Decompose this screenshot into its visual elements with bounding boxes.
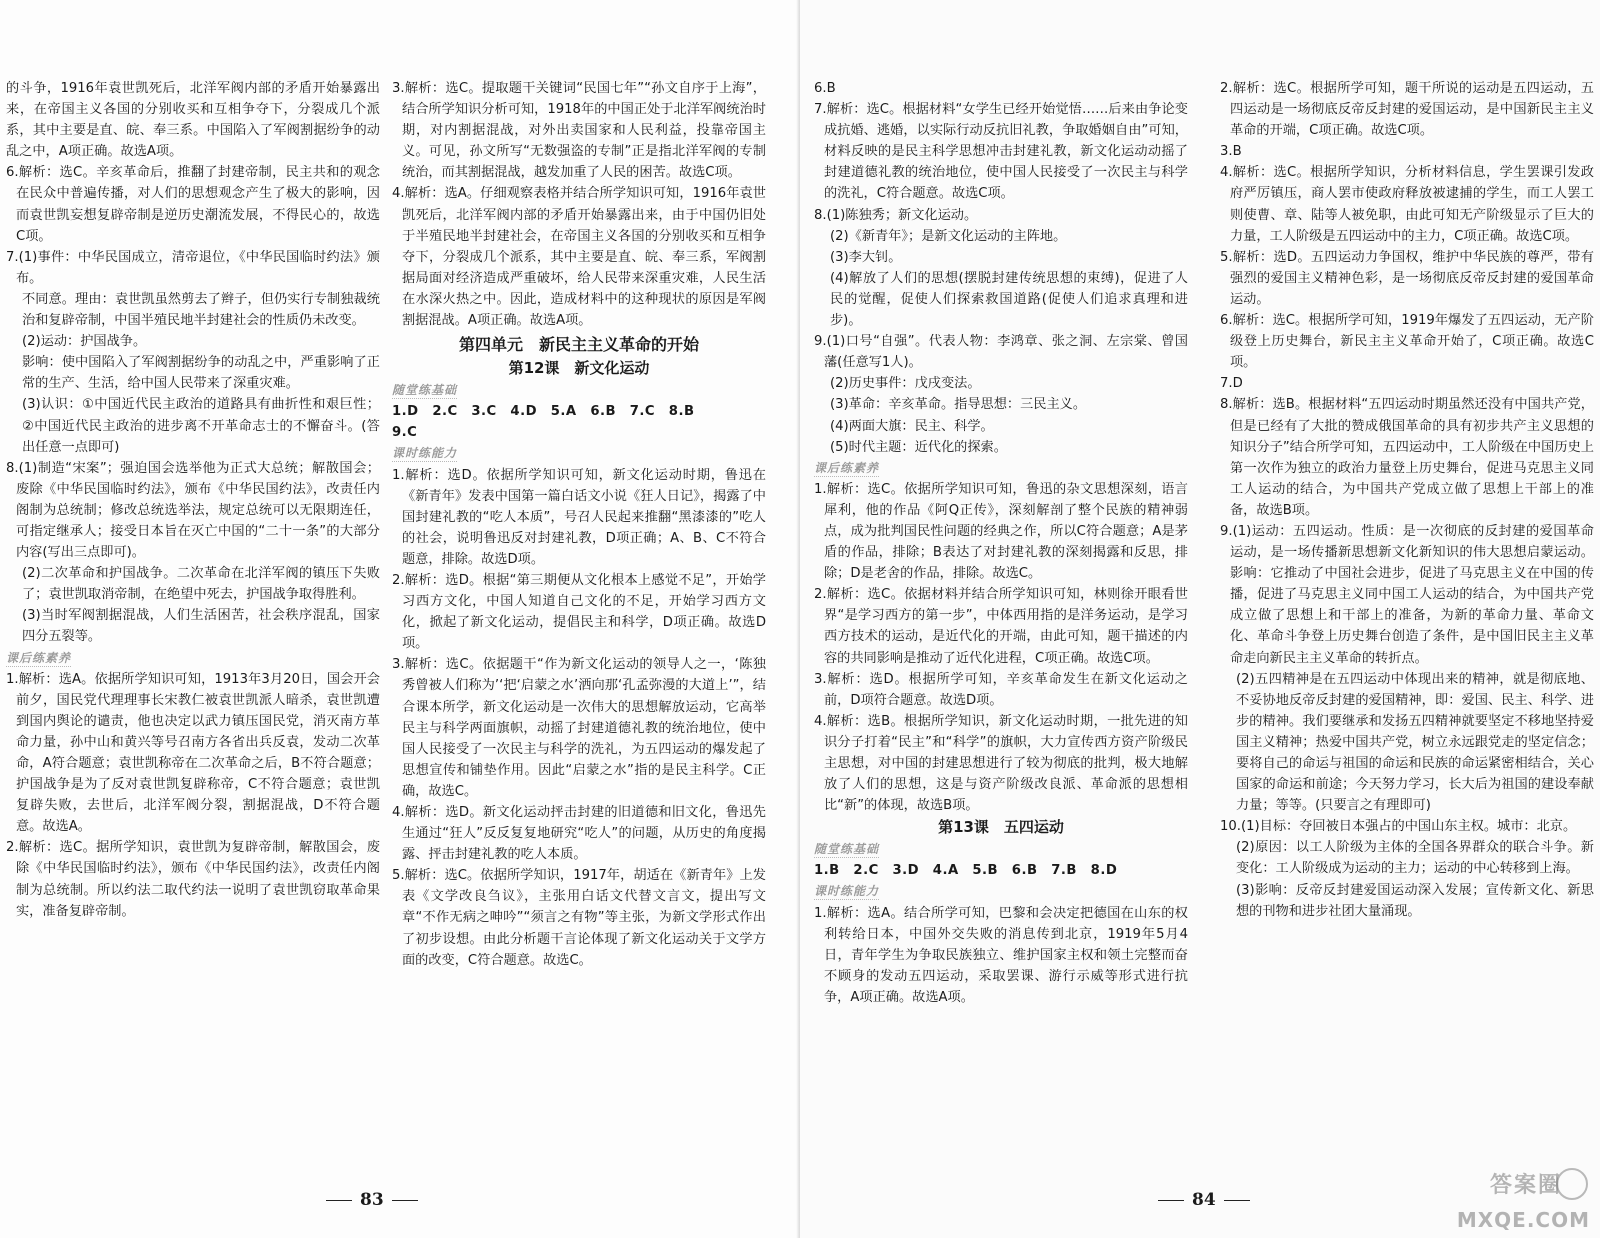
paragraph: 10.(1)目标：夺回被日本强占的中国山东主权。城市：北京。 [1220, 819, 1577, 835]
paragraph: 1.解析：选A。依据所学知识可知，1913年3月20日，国会开会前夕，国民党代理理事长宋教仁被袁世凯派人暗杀，袁世凯遭到国内舆论的谴责，他也决定以武力镇压国民党，消灭南方革命力量，孙中山和黄兴等号召南方各省出兵反袁，发动二次革命，A符合题意；袁世凯称帝在二次革命之后，B不符合题意；护国战争是为了反对袁世凯复辟称帝，C不符合题意；袁世凯复辟失败，去世后，北洋军阀分裂，割据混战，D不符合题意。故选A。 [6, 671, 380, 835]
watermark-logo [1440, 1168, 1590, 1232]
column-2 [392, 78, 766, 971]
right-page [800, 0, 1600, 1238]
paragraph: 的斗争，1916年袁世凯死后，北洋军阀内部的矛盾开始暴露出来，在帝国主义各国的分别收买和互相争夺下，分裂成几个派系，其中主要是直、皖、奉三系。中国陷入了军阀割据纷争的动乱之中，A项正确。故选A项。 [6, 81, 380, 160]
paragraph: (3)当时军阀割据混战，人们生活困苦，社会秩序混乱，国家四分五裂等。 [22, 608, 380, 645]
paragraph: 影响：使中国陷入了军阀割据纷争的动乱之中，严重影响了正常的生产、生活，给中国人民带来了深重灾难。 [22, 355, 380, 392]
paragraph: 7.(1)事件：中华民国成立，清帝退位，《中华民国临时约法》颁布。 [6, 249, 380, 286]
unit-title: 第四单元 新民主主义革命的开始 [458, 335, 699, 355]
section-tag-basic: 随堂练基础 [392, 383, 458, 398]
paragraph: (3)革命：辛亥革命。指导思想：三民主义。 [830, 397, 1087, 413]
section-tag-ability: 课时练能力 [814, 884, 880, 899]
paragraph: 2.解析：选C。依据材料并结合所学知识可知，林则徐开眼看世界“是学习西方的第一步”，中体西用指的是洋务运动，是学习西方技术的运动，是近代化的开端，由此可知，题干描述的内容的共同影响是推动了近代化进程，C项正确。故选C项。 [814, 587, 1188, 666]
paragraph: (4)解放了人们的思想(摆脱封建传统思想的束缚)，促进了人民的觉醒，促使人们探索救国道路(促使人们追求真理和进步)。 [830, 270, 1188, 329]
answer-row: 9.C [392, 425, 418, 441]
page-number: 83 [318, 1190, 426, 1210]
paragraph: 2.解析：选C。据所学知识，袁世凯为复辟帝制，解散国会，废除《中华民国临时约法》，颁布《中华民国约法》，改责任内阁制为总统制。所以约法二取代约法一说明了袁世凯窃取革命果实，准备复辟帝制。 [6, 840, 380, 919]
paragraph: (2)原因：以工人阶级为主体的全国各界群众的联合斗争。新变化：工人阶级成为运动的主力；运动的中心转移到上海。 [1236, 840, 1594, 877]
paragraph: 5.解析：选C。依据所学知识，1917年，胡适在《新青年》上发表《文学改良刍议》，主张用白话文代替文言文，提出写文章“不作无病之呻吟”“须言之有物”等主张，为新文学形式作出了初步设想。由此分析题干言论体现了新文化运动关于文学方面的改变，C符合题意。故选C。 [392, 868, 766, 968]
column-1 [6, 78, 380, 922]
answer-row: 1.D 2.C 3.C 4.D 5.A 6.B 7.C 8.B [392, 404, 695, 420]
paragraph: (3)影响：反帝反封建爱国运动深入发展；宣传新文化、新思想的刊物和进步社团大量涌现。 [1236, 882, 1594, 919]
paragraph: 1.解析：选D。依据所学知识可知，新文化运动时期，鲁迅在《新青年》发表中国第一篇白话文小说《狂人日记》，揭露了中国封建礼教的“吃人本质”，号召人民起来推翻“黑漆漆的”吃人的社会，说明鲁迅反对封建礼教，D项正确；A、B、C不符合题意，排除。故选D项。 [392, 467, 766, 567]
paragraph: (2)五四精神是在五四运动中体现出来的精神，就是彻底地、不妥协地反帝反封建的爱国精神，即：爱国、民主、科学、进步的精神。我们要继承和发扬五四精神就要坚定不移地坚持爱国主义精神；热爱中国共产党，树立永远跟党走的坚定信念；要将自己的命运与祖国的命运和民族的命运紧密相结合，关心国家的命运和前途；今天努力学习，长大后为祖国的建设奉献力量；等等。(只要言之有理即可) [1236, 671, 1594, 814]
column-4 [1220, 78, 1594, 922]
column-3 [814, 78, 1188, 1008]
paragraph: (2)二次革命和护国战争。二次革命在北洋军阀的镇压下失败了；袁世凯取消帝制，在绝望中死去，护国战争取得胜利。 [22, 566, 380, 603]
section-tag-basic: 随堂练基础 [814, 842, 880, 857]
section-tag-after-class: 课后练素养 [814, 460, 880, 475]
paragraph: 3.解析：选C。提取题干关键词“民国七年”“孙文自序于上海”，结合所学知识分析可知，1918年的中国正处于北洋军阀统治时期，对内割据混战，对外出卖国家和人民利益，投靠帝国主义。可见，孙文所写“无数强盗的专制”正是指北洋军阀的专制统治，而其割据混战，越发加重了人民的困苦。故选C项。 [392, 81, 766, 181]
paragraph: 8.(1)陈独秀；新文化运动。 [814, 207, 978, 223]
paragraph: 4.解析：选A。仔细观察表格并结合所学知识可知，1916年袁世凯死后，北洋军阀内部的矛盾开始暴露出来，由于中国仍旧处于半殖民地半封建社会，在帝国主义各国的分别收买和互相争夺下，分裂成几个派系，其中主要是直、皖、奉三系，军阀割据局面对经济造成严重破坏，给人民带来深重灾难，人民生活在水深火热之中。因此，造成材料中的这种现状的原因是军阀割据混战。A项正确。故选A项。 [392, 186, 766, 329]
paragraph: 2.解析：选C。根据所学可知，题干所说的运动是五四运动，五四运动是一场彻底反帝反封建的爱国运动，是中国新民主主义革命的开端，C项正确。故选C项。 [1220, 81, 1594, 139]
paragraph: 4.解析：选D。新文化运动抨击封建的旧道德和旧文化，鲁迅先生通过“狂人”反反复复地研究“吃人”的问题，从历史的角度揭露、抨击封建礼教的吃人本质。 [392, 805, 766, 863]
paragraph: 3.B [1220, 144, 1242, 160]
paragraph: 1.解析：选A。结合所学可知，巴黎和会决定把德国在山东的权利转给日本，中国外交失败的消息传到北京，1919年5月4日，青年学生为争取民族独立、维护国家主权和领土完整而奋不顾身的发动五四运动，采取罢课、游行示威等形式进行抗争，A项正确。故选A项。 [814, 905, 1188, 1005]
paragraph: 6.解析：选C。根据所学可知，1919年爆发了五四运动，无产阶级登上历史舞台，新民主主义革命开始了，C项正确。故选C项。 [1220, 313, 1594, 371]
answer-row: 1.B 2.C 3.D 4.A 5.B 6.B 7.B 8.D [814, 863, 1118, 879]
paragraph: (4)两面大旗：民主、科学。 [830, 418, 994, 434]
section-tag-ability: 课时练能力 [392, 446, 458, 461]
paragraph: 2.解析：选D。根据“第三期便从文化根本上感觉不足”，开始学习西方文化，中国人知道自己文化的不足，开始学习西方文化，掀起了新文化运动，提倡民主和科学，D项正确。故选D项。 [392, 572, 766, 652]
paragraph: (5)时代主题：近代化的探索。 [830, 439, 1007, 455]
paragraph: 不同意。理由：袁世凯虽然剪去了辫子，但仍实行专制独裁统治和复辟帝制，中国半殖民地半封建社会的性质仍未改变。 [22, 291, 380, 329]
watermark-text: 答案圈 [1489, 1173, 1562, 1198]
paragraph: 5.解析：选D。五四运动力争国权，维护中华民族的尊严，带有强烈的爱国主义精神色彩，是一场彻底反帝反封建的爱国革命运动。 [1220, 249, 1594, 307]
paragraph: 9.(1)运动：五四运动。性质：是一次彻底的反封建的爱国革命运动，是一场传播新思想新文化新知识的伟大思想启蒙运动。影响：它推动了中国社会进步，促进了马克思主义在中国的传播，促进了马克思主义同中国工人运动的结合，为中国共产党成立做了思想上和干部上的准备，为新的革命力量、革命文化、革命斗争登上历史舞台创造了条件，是中国旧民主主义革命走向新民主主义革命的转折点。 [1220, 523, 1594, 666]
watermark-url: MXQE.COM [1456, 1208, 1590, 1232]
paragraph: (3)认识：①中国近代民主政治的道路具有曲折性和艰巨性；②中国近代民主政治的进步离不开革命志士的不懈奋斗。(答出任意一点即可) [22, 397, 380, 455]
paragraph: (2)《新青年》；是新文化运动的主阵地。 [830, 228, 1067, 244]
paragraph: (2)历史事件：戊戌变法。 [830, 376, 981, 392]
paragraph: 4.解析：选C。根据所学知识，分析材料信息，学生罢课引发政府严厉镇压，商人罢市使政府释放被逮捕的学生，而工人罢工则使曹、章、陆等人被免职，由此可知无产阶级显示了巨大的力量，工人阶级是五四运动中的主力，C项正确。故选C项。 [1220, 165, 1594, 244]
paragraph: 7.解析：选C。根据材料“女学生已经开始觉悟……后来由争论变成抗婚、逃婚，以实际行动反抗旧礼教，争取婚姻自由”可知，材料反映的是民主科学思想冲击封建礼教，新文化运动动摇了封建道德礼教的统治地位，使中国人民接受了一次民主与科学的洗礼，C符合题意。故选C项。 [814, 102, 1188, 202]
paragraph: 3.解析：选D。根据所学可知，辛亥革命发生在新文化运动之前，D项符合题意。故选D项。 [814, 671, 1188, 708]
paragraph: 7.D [1220, 376, 1243, 392]
watermark-circle-icon [1556, 1168, 1588, 1200]
page-number: 84 [1150, 1190, 1258, 1210]
paragraph: (3)李大钊。 [830, 249, 902, 265]
lesson-12-title: 第12课 新文化运动 [508, 359, 650, 378]
paragraph: 6.B [814, 81, 836, 96]
paragraph: 9.(1)口号“自强”。代表人物：李鸿章、张之洞、左宗棠、曾国藩(任意写1人)。 [814, 334, 1188, 371]
paragraph: 3.解析：选C。依据题干“作为新文化运动的领导人之一，‘陈独秀曾被人们称为’‘把‘启蒙之水’洒向那‘孔孟弥漫的大道上’”，结合课本所学，新文化运动是一次伟大的思想解放运动，它高举民主与科学两面旗帜，动摇了封建道德礼教的统治地位，使中国人民接受了一次民主与科学的洗礼，为五四运动的爆发起了思想宣传和铺垫作用。因此“启蒙之水”指的是民主科学。C正确，故选C。 [392, 657, 766, 799]
paragraph: 4.解析：选B。根据所学知识，新文化运动时期，一批先进的知识分子打着“民主”和“科学”的旗帜，大力宣传西方资产阶级民主思想，对中国的封建思想进行了较为彻底的批判，极大地解放了人们的思想，这是与资产阶级改良派、革命派的思想相比“新”的体现，故选B项。 [814, 713, 1188, 814]
section-tag-after-class: 课后练素养 [6, 650, 72, 665]
paragraph: 8.解析：选B。根据材料“五四运动时期虽然还没有中国共产党，但是已经有了大批的赞成俄国革命的具有初步共产主义思想的知识分子”结合所学可知，五四运动中，工人阶级在中国历史上第一次作为独立的政治力量登上历史舞台，促进马克思主义同工人运动的结合，为中国共产党成立做了思想上干部上的准备，故选B项。 [1220, 397, 1594, 518]
paragraph: 1.解析：选C。依据所学知识可知，鲁迅的杂文思想深刻，语言犀利，他的作品《阿Q正传》，深刻解剖了整个民族的精神弱点，成为批判国民性问题的经典之作，所以C符合题意；A是茅盾的作品，排除；B表达了对封建礼教的深刻揭露和反思，排除；D是老舍的作品，排除。故选C。 [814, 481, 1188, 582]
paragraph: 6.解析：选C。辛亥革命后，推翻了封建帝制，民主共和的观念在民众中普遍传播，对人们的思想观念产生了极大的影响，因而袁世凯妄想复辟帝制是逆历史潮流发展，不得民心的，故选C项。 [6, 165, 380, 244]
paragraph: (2)运动：护国战争。 [22, 334, 147, 350]
lesson-13-title: 第13课 五四运动 [938, 818, 1064, 837]
paragraph: 8.(1)制造“宋案”；强迫国会选举他为正式大总统；解散国会；废除《中华民国临时约法》，颁布《中华民国约法》，改责任内阁制为总统制；修改总统选举法，规定总统可以无限期连任，可指定继承人；接受日本旨在灭亡中国的“二十一条”的大部分内容(写出三点即可)。 [6, 460, 380, 561]
